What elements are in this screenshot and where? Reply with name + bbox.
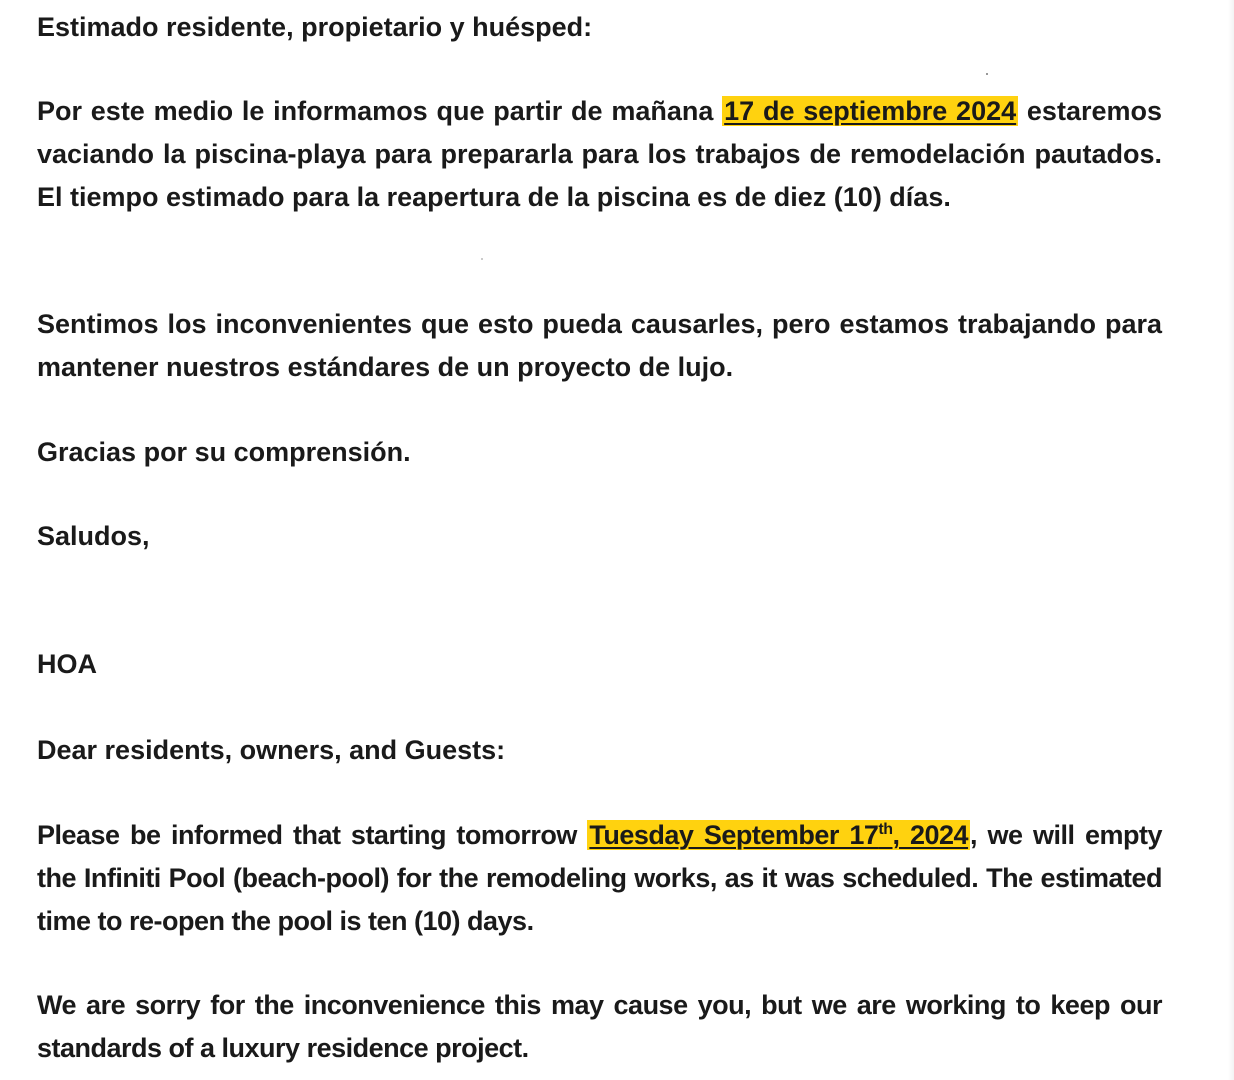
spanish-closing: Saludos, <box>37 521 150 551</box>
signature-hoa: HOA <box>37 649 97 679</box>
spanish-date-highlight: 17 de septiembre 2024 <box>724 96 1017 126</box>
spanish-p1-rest: estaremos vaciando la piscina-playa para prepararla para los trabajos de remodelación pautados. El tiempo estimado para la reapertura de la piscina es de diez (10) días. <box>37 96 1162 212</box>
english-p1-rest: , we will empty the Infiniti Pool (beach-pool) for the remodeling works, as it was scheduled. The estimated time to re-open the pool is ten (10) days. <box>37 820 1162 936</box>
english-paragraph-1 <box>37 814 1162 943</box>
english-date-ordinal: th <box>878 821 893 838</box>
spanish-paragraph-1 <box>37 90 1162 219</box>
english-greeting: Dear residents, owners, and Guests: <box>37 735 506 765</box>
english-paragraph-2: We are sorry for the inconvenience this may cause you, but we are working to keep our standards of a luxury residence project. <box>37 990 1162 1063</box>
spanish-thanks: Gracias por su comprensión. <box>37 437 411 467</box>
english-date-main: Tuesday September 17 <box>589 820 879 850</box>
spanish-greeting: Estimado residente, propietario y huésped: <box>37 12 593 42</box>
english-date-highlight <box>587 820 970 850</box>
scan-speck <box>481 258 483 260</box>
spanish-paragraph-2: Sentimos los inconvenientes que esto pueda causarles, pero estamos trabajando para mantener nuestros estándares de un proyecto de lujo. <box>37 309 1162 382</box>
english-p1-intro: Please be informed that starting tomorrow <box>37 820 588 850</box>
scan-edge-shadow <box>1228 0 1234 1080</box>
english-date-year: , 2024 <box>892 820 969 850</box>
scan-speck <box>986 73 988 75</box>
spanish-p1-intro: Por este medio le informamos que partir de mañana <box>37 96 723 126</box>
